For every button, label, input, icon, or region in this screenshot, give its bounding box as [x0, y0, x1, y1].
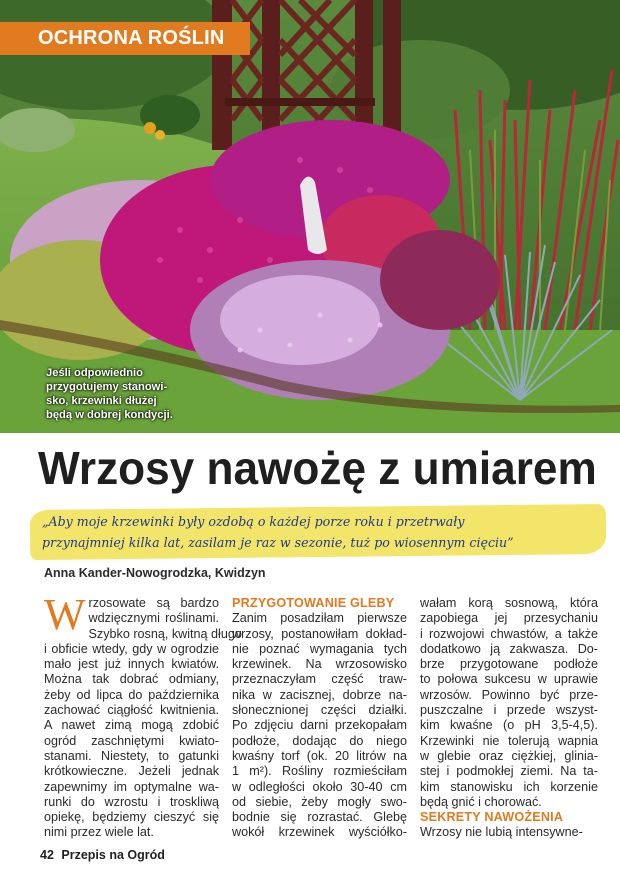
text-line: kim stanowisku ich korzenie — [420, 779, 598, 794]
text-line: zapewnimy im optymalne wa- — [44, 779, 219, 794]
text-line: słonecznionej części działki. — [232, 703, 407, 718]
text-line: dodatkowo ją zakwasza. Do- — [420, 641, 598, 656]
text-line: i obficie wtedy, gdy w ogrodzie — [44, 641, 219, 656]
text-line: ogród zaschniętymi kwiato- — [44, 733, 219, 748]
text-line: w odległości około 30-40 cm — [232, 779, 407, 794]
text-line: nika w zacisznej, dobrze na- — [232, 687, 407, 702]
magazine-name: Przepis na Ogród — [61, 848, 165, 862]
text-line: od siebie, żeby mogły swo- — [232, 794, 407, 809]
body-column-3 — [420, 596, 598, 841]
text-line: krótkowieczne. Jeżeli jednak — [44, 764, 219, 779]
text-line: Zanim posadziłam pierwsze — [232, 611, 407, 626]
text-line: runki do wzrostu i troskliwą — [44, 794, 219, 809]
caption-line: przygotujemy stanowi- — [46, 381, 168, 393]
text-line: A nawet zimą mogą zdobić — [44, 718, 219, 733]
text-line: Krzewinki nie tolerują wapnia — [420, 733, 598, 748]
text-line: Szybko rosną, kwitną długo — [88, 626, 242, 641]
text-line: puszczalne i przede wszyst- — [420, 703, 598, 718]
article-headline: Wrzosy nawożę z umiarem — [38, 442, 597, 494]
text-line: zachować ciągłość kwitnienia. — [44, 703, 219, 718]
text-line: nimi przez wiele lat. — [44, 825, 154, 840]
text-line: i rozwojowi chwastów, a także — [420, 626, 598, 641]
text-line: wrzosów. Powinno być prze- — [420, 687, 598, 702]
text-line: mało jest już innych kwiatów. — [44, 657, 219, 672]
subheading-soil: PRZYGOTOWANIE GLEBY — [232, 596, 395, 610]
text-line: wdzięcznymi roślinami. — [88, 611, 219, 626]
text-line: bodnie się rozrastać. Glebę — [232, 810, 407, 825]
author-byline: Anna Kander-Nowogrodzka, Kwidzyn — [44, 566, 266, 580]
text-line: nie poznać wymagania tych — [232, 641, 407, 656]
caption-line: Jeśli odpowiednio — [46, 367, 143, 379]
text-line: Można tak dobrać odmiany, — [44, 672, 219, 687]
page-number: 42 — [40, 848, 54, 862]
text-line: 1 m²). Rośliny rozmieściłam — [232, 764, 407, 779]
quote-text — [30, 507, 606, 553]
text-line: Po zdjęciu darni przekopałam — [232, 718, 407, 733]
text-line: rzosowate są bardzo — [88, 596, 219, 610]
body-column-2 — [232, 596, 407, 841]
caption-line: będą w dobrej kondycji. — [46, 409, 173, 421]
text-line: przeznaczyłam część traw- — [232, 672, 407, 687]
text-line: brze przygotowane podłoże — [420, 657, 598, 672]
text-line: opiekę, będziemy cieszyć się — [44, 810, 219, 825]
text-line: wokół krzewinek wyściółko- — [232, 825, 407, 840]
text-line: zapobiega jej przesychaniu — [420, 611, 598, 626]
drop-cap: W — [44, 590, 86, 639]
caption-line: sko, krzewinki dłużej — [46, 395, 157, 407]
section-banner: OCHRONA ROŚLIN — [0, 22, 250, 55]
text-line: Wrzosy nie lubią intensywne- — [420, 825, 583, 840]
text-line: stanami. Niestety, to gatunki — [44, 748, 219, 763]
quote-line: „Aby moje krzewinki były ozdobą o każdej porze roku i przetrwały — [42, 514, 465, 529]
text-line: to połowa sukcesu w uprawie — [420, 672, 598, 687]
text-line: będą gnić i chorować. — [420, 794, 542, 809]
text-line: krzewinek. Na wrzosowisko — [232, 657, 407, 672]
lead-quote — [30, 507, 606, 557]
text-line: stej i podmokłej ziemi. Na ta- — [420, 764, 598, 779]
body-column-1 — [44, 590, 242, 841]
page-footer — [40, 848, 165, 862]
text-line: wałam korą sosnową, która — [420, 596, 598, 610]
subheading-fertilizing: SEKRETY NAWOŻENIA — [420, 810, 564, 825]
text-line: wrzosy, postanowiłam dokład- — [232, 626, 407, 641]
text-line: podłoże, dodając do niego — [232, 733, 407, 748]
text-line: kim kwaśne (o pH 3,5-4,5). — [420, 718, 598, 733]
photo-caption — [46, 366, 186, 422]
text-line: w glebie oraz ciężkiej, glinia- — [420, 748, 598, 763]
text-line: kwaśny torf (ok. 20 litrów na — [232, 748, 407, 763]
quote-line: przynajmniej kilka lat, zasilam je raz w sezonie, tuż po wiosennym cięciu” — [42, 535, 514, 550]
text-line: żeby od lipca do października — [44, 687, 219, 702]
garden-photo — [0, 0, 620, 433]
